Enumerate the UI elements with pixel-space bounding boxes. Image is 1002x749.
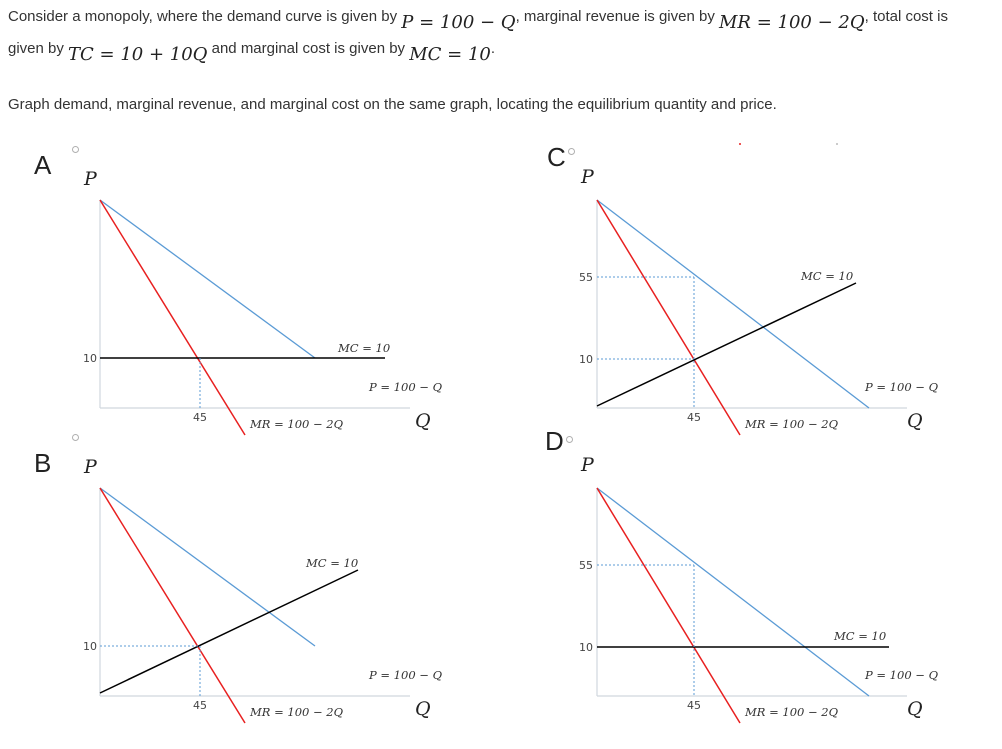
mc-label: MC = 10 bbox=[306, 556, 359, 570]
demand-equation: P = 100 − Q bbox=[401, 12, 516, 33]
x-axis-label: Q bbox=[907, 698, 923, 720]
option-c-graph[interactable] bbox=[567, 160, 987, 440]
option-b-graph[interactable] bbox=[70, 448, 490, 728]
option-b-letter: B bbox=[34, 448, 52, 478]
demand-curve bbox=[597, 488, 869, 696]
y-axis-label: P bbox=[581, 166, 594, 188]
mr-equation: MR = 100 − 2Q bbox=[719, 12, 865, 33]
marginal-cost-curve bbox=[597, 283, 856, 406]
demand-curve bbox=[597, 200, 869, 408]
marginal-revenue-curve bbox=[597, 200, 740, 435]
marginal-revenue-curve bbox=[100, 488, 245, 723]
question-line-1 bbox=[8, 6, 948, 33]
x-axis-label: Q bbox=[907, 410, 923, 432]
question-intro-text: Consider a monopoly, where the demand curve is given by bbox=[8, 8, 402, 25]
question-period: . bbox=[490, 40, 496, 57]
question-tc-text: , total cost is bbox=[864, 8, 948, 25]
mc-label: MC = 10 bbox=[834, 629, 887, 643]
y-tick-10: 10 bbox=[579, 641, 593, 654]
question-line-2 bbox=[8, 38, 496, 65]
y-tick-55: 55 bbox=[579, 271, 593, 284]
stray-red-mark bbox=[739, 143, 741, 145]
option-d-letter: D bbox=[545, 426, 564, 456]
mc-label: MC = 10 bbox=[801, 269, 854, 283]
option-c-letter: C bbox=[547, 142, 566, 172]
y-tick-10: 10 bbox=[579, 353, 593, 366]
mr-label: MR = 100 − 2Q bbox=[745, 705, 839, 719]
demand-curve bbox=[100, 200, 315, 358]
x-tick-45: 45 bbox=[687, 411, 701, 424]
x-axis-label: Q bbox=[415, 410, 431, 432]
mc-equation: MC = 10 bbox=[409, 44, 491, 65]
marginal-revenue-curve bbox=[597, 488, 740, 723]
option-a-letter: A bbox=[34, 150, 52, 180]
marginal-cost-curve bbox=[100, 570, 358, 693]
y-axis-label: P bbox=[84, 168, 97, 190]
option-b-radio[interactable] bbox=[72, 434, 79, 441]
mc-label: MC = 10 bbox=[338, 341, 391, 355]
question-mc-text: and marginal cost is given by bbox=[207, 40, 410, 57]
option-c-radio[interactable] bbox=[568, 148, 575, 155]
mr-label: MR = 100 − 2Q bbox=[745, 417, 839, 431]
y-axis-label: P bbox=[581, 454, 594, 476]
option-d-radio[interactable] bbox=[566, 436, 573, 443]
demand-label: P = 100 − Q bbox=[369, 668, 443, 682]
option-d-graph[interactable] bbox=[567, 448, 987, 728]
x-tick-45: 45 bbox=[193, 699, 207, 712]
y-tick-55: 55 bbox=[579, 559, 593, 572]
mr-label: MR = 100 − 2Q bbox=[250, 705, 344, 719]
demand-curve bbox=[100, 488, 315, 646]
x-tick-45: 45 bbox=[193, 411, 207, 424]
question-mr-text: , marginal revenue is given by bbox=[515, 8, 719, 25]
demand-label: P = 100 − Q bbox=[865, 380, 939, 394]
demand-label: P = 100 − Q bbox=[865, 668, 939, 682]
stray-gray-mark bbox=[836, 143, 838, 145]
x-tick-45: 45 bbox=[687, 699, 701, 712]
marginal-revenue-curve bbox=[100, 200, 245, 435]
question-given-text: given by bbox=[8, 40, 69, 57]
option-a-graph[interactable] bbox=[70, 160, 490, 440]
mr-label: MR = 100 − 2Q bbox=[250, 417, 344, 431]
y-tick-10: 10 bbox=[83, 640, 97, 653]
y-tick-10: 10 bbox=[83, 352, 97, 365]
y-axis-label: P bbox=[84, 456, 97, 478]
option-a-radio[interactable] bbox=[72, 146, 79, 153]
tc-equation: TC = 10 + 10Q bbox=[68, 44, 208, 65]
demand-label: P = 100 − Q bbox=[369, 380, 443, 394]
x-axis-label: Q bbox=[415, 698, 431, 720]
question-instruction: Graph demand, marginal revenue, and marginal cost on the same graph, locating the equilibrium quantity and price. bbox=[8, 96, 777, 113]
